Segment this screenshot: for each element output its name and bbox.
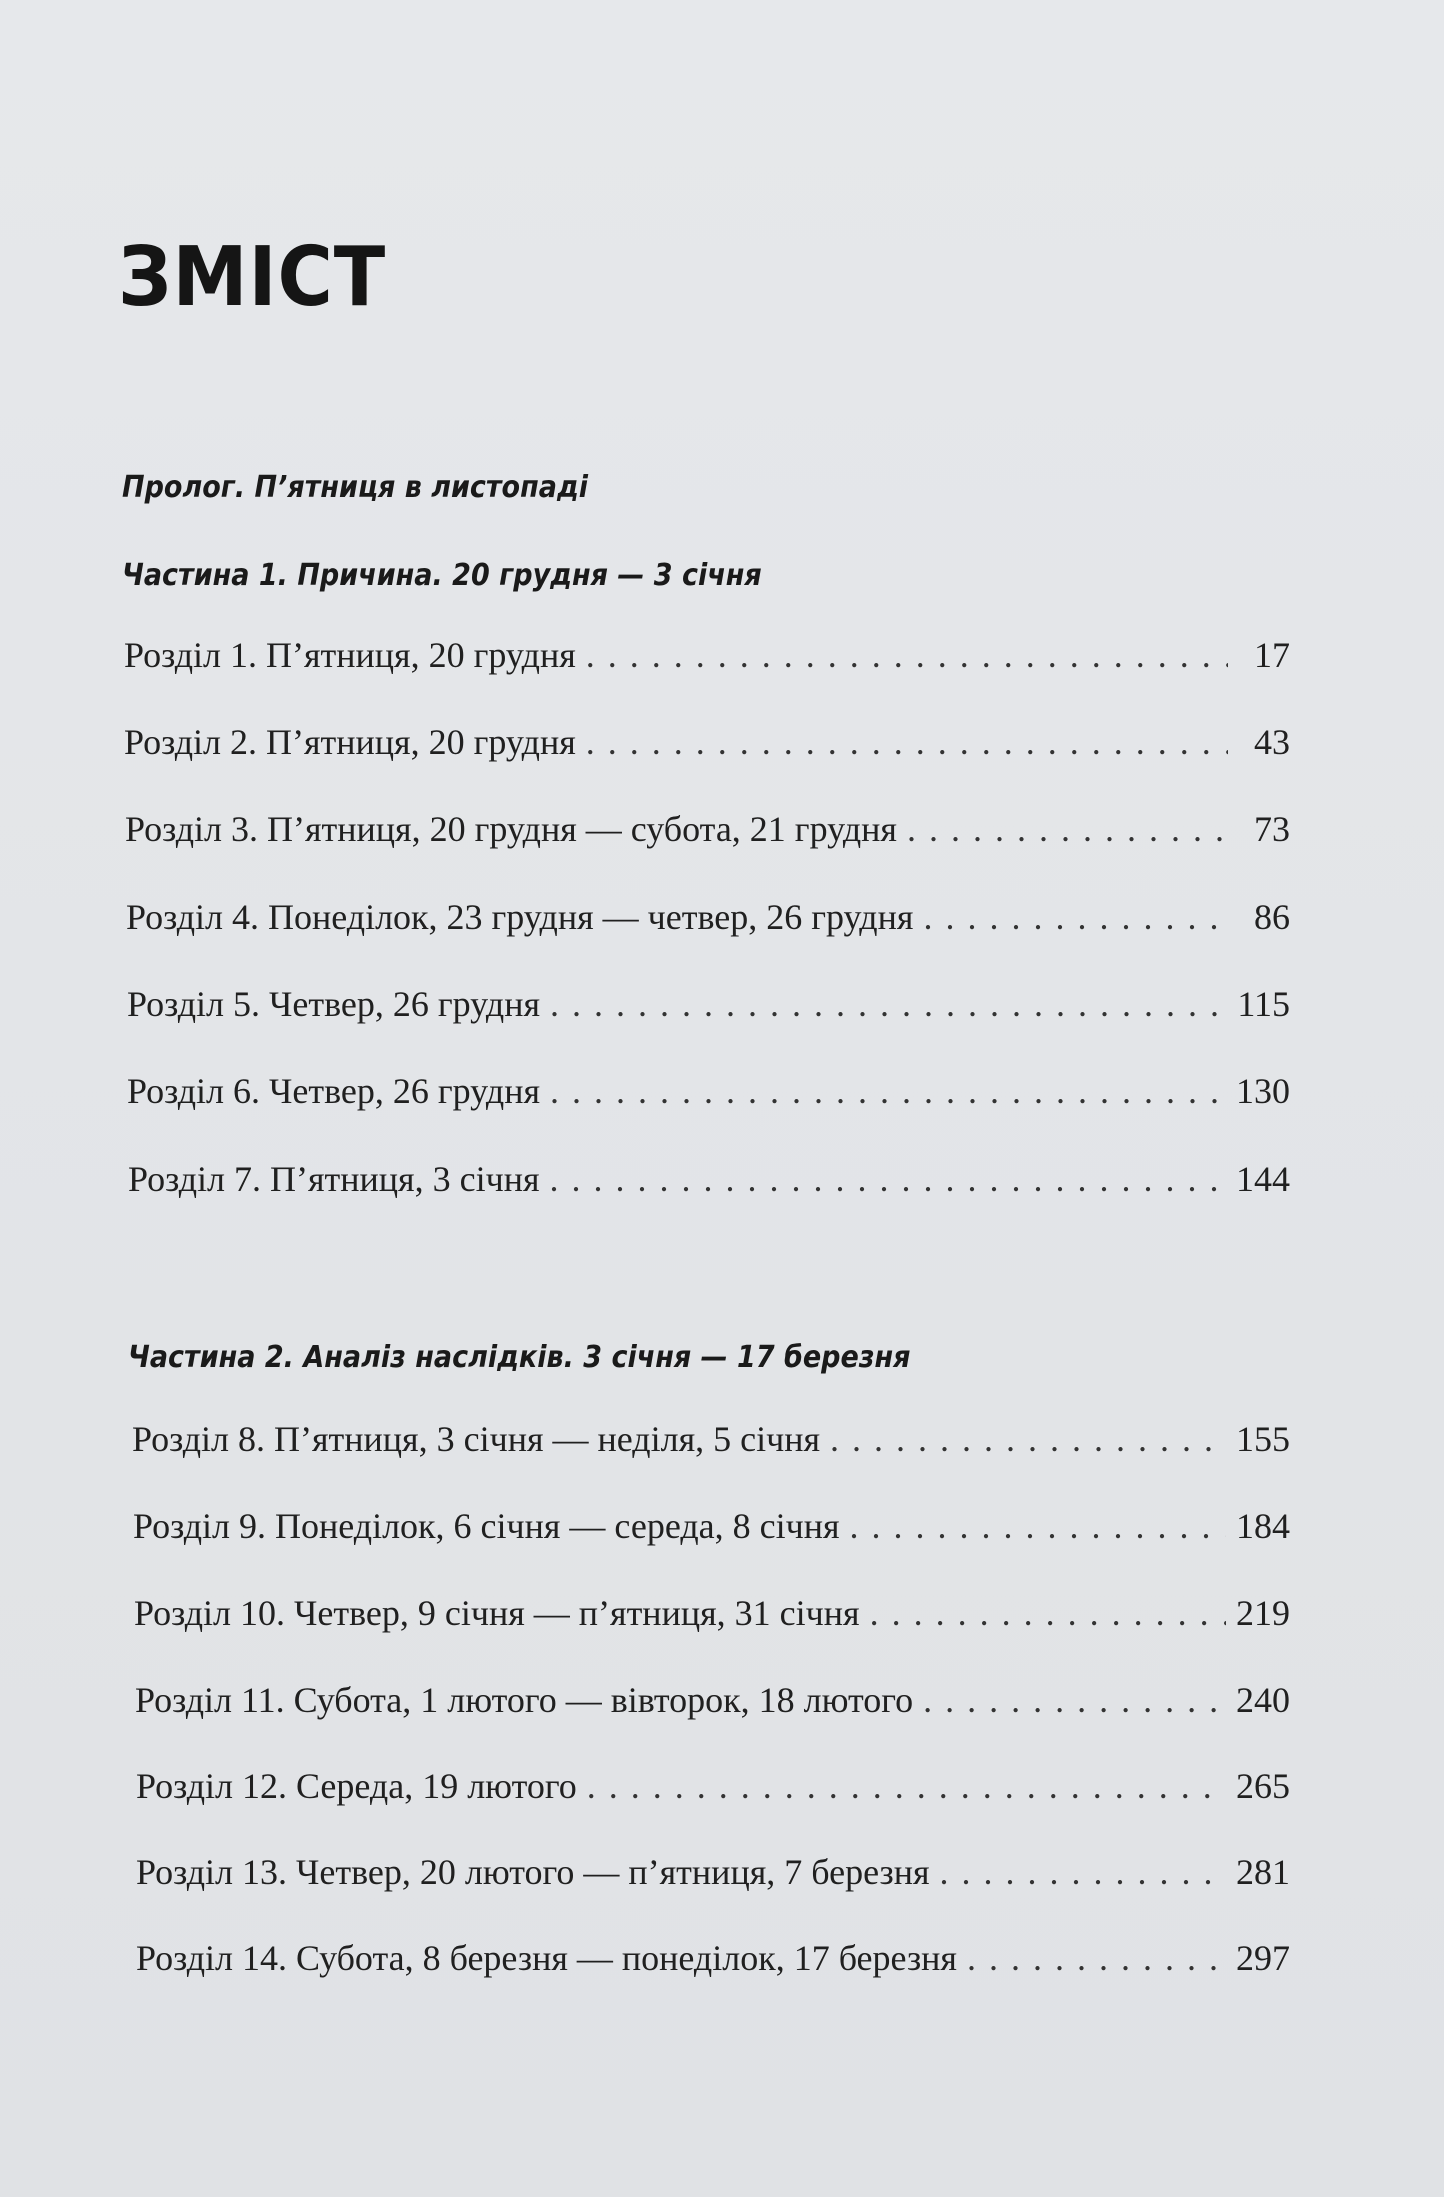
page-number: 130 <box>1236 1071 1290 1111</box>
page-number: 297 <box>1236 1938 1290 1978</box>
page-number: 219 <box>1236 1593 1290 1633</box>
chapter-label: Розділ 13. Четвер, 20 лютого — п’ятниця, 7 березня <box>136 1852 930 1892</box>
dot-leader <box>967 1937 1226 1979</box>
chapter-label: Розділ 7. П’ятниця, 3 січня <box>128 1159 540 1199</box>
chapter-label: Розділ 1. П’ятниця, 20 грудня <box>124 635 576 675</box>
dot-leader <box>907 808 1228 850</box>
page-number: 240 <box>1236 1680 1290 1720</box>
chapter-label: Розділ 5. Четвер, 26 грудня <box>127 984 541 1024</box>
prologue-heading: Пролог. П’ятниця в листопаді <box>122 470 589 505</box>
page-number: 155 <box>1236 1419 1290 1459</box>
dot-leader <box>586 721 1228 763</box>
toc-row <box>134 1592 1290 1634</box>
toc-row <box>132 1418 1290 1460</box>
chapter-label: Розділ 11. Субота, 1 лютого — вівторок, 18 лютого <box>135 1680 914 1720</box>
chapter-label: Розділ 8. П’ятниця, 3 січня — неділя, 5 січня <box>132 1419 821 1459</box>
chapter-label: Розділ 14. Субота, 8 березня — понеділок, 17 березня <box>136 1938 957 1978</box>
dot-leader <box>870 1592 1226 1634</box>
dot-leader <box>923 896 1228 938</box>
chapter-label: Розділ 2. П’ятниця, 20 грудня <box>124 722 576 762</box>
chapter-label: Розділ 6. Четвер, 26 грудня <box>127 1071 541 1111</box>
chapter-label: Розділ 3. П’ятниця, 20 грудня — субота, 21 грудня <box>125 809 897 849</box>
page-number: 73 <box>1254 809 1290 849</box>
toc-row <box>124 634 1290 676</box>
dot-leader <box>550 1070 1226 1112</box>
page-number: 184 <box>1236 1506 1290 1546</box>
page-number: 115 <box>1237 984 1290 1024</box>
dot-leader <box>850 1505 1226 1547</box>
toc-row <box>136 1851 1290 1893</box>
toc-row <box>128 1158 1290 1200</box>
part-2-heading: Частина 2. Аналіз наслідків. 3 січня — 17 березня <box>128 1340 911 1375</box>
page-title: ЗМІСТ <box>118 230 387 325</box>
toc-row <box>136 1765 1290 1807</box>
toc-row <box>133 1505 1290 1547</box>
dot-leader <box>830 1418 1226 1460</box>
toc-row <box>126 896 1290 938</box>
toc-row <box>127 983 1290 1025</box>
toc-row <box>136 1937 1290 1979</box>
toc-row <box>127 1070 1290 1112</box>
page-number: 86 <box>1254 897 1290 937</box>
toc-row <box>135 1679 1290 1721</box>
part-1-heading: Частина 1. Причина. 20 грудня — 3 січня <box>122 558 762 593</box>
dot-leader <box>587 1765 1226 1807</box>
dot-leader <box>586 634 1228 676</box>
chapter-label: Розділ 10. Четвер, 9 січня — п’ятниця, 31 січня <box>134 1593 860 1633</box>
dot-leader <box>550 1158 1226 1200</box>
chapter-label: Розділ 9. Понеділок, 6 січня — середа, 8 січня <box>133 1506 840 1546</box>
page-number: 265 <box>1236 1766 1290 1806</box>
chapter-label: Розділ 12. Середа, 19 лютого <box>136 1766 577 1806</box>
chapter-label: Розділ 4. Понеділок, 23 грудня — четвер, 26 грудня <box>126 897 914 937</box>
page-number: 43 <box>1254 722 1290 762</box>
page-number: 144 <box>1236 1159 1290 1199</box>
dot-leader <box>940 1851 1226 1893</box>
toc-row <box>125 808 1290 850</box>
dot-leader <box>923 1679 1226 1721</box>
toc-row <box>124 721 1290 763</box>
dot-leader <box>550 983 1227 1025</box>
page-number: 17 <box>1254 635 1290 675</box>
page-number: 281 <box>1236 1852 1290 1892</box>
